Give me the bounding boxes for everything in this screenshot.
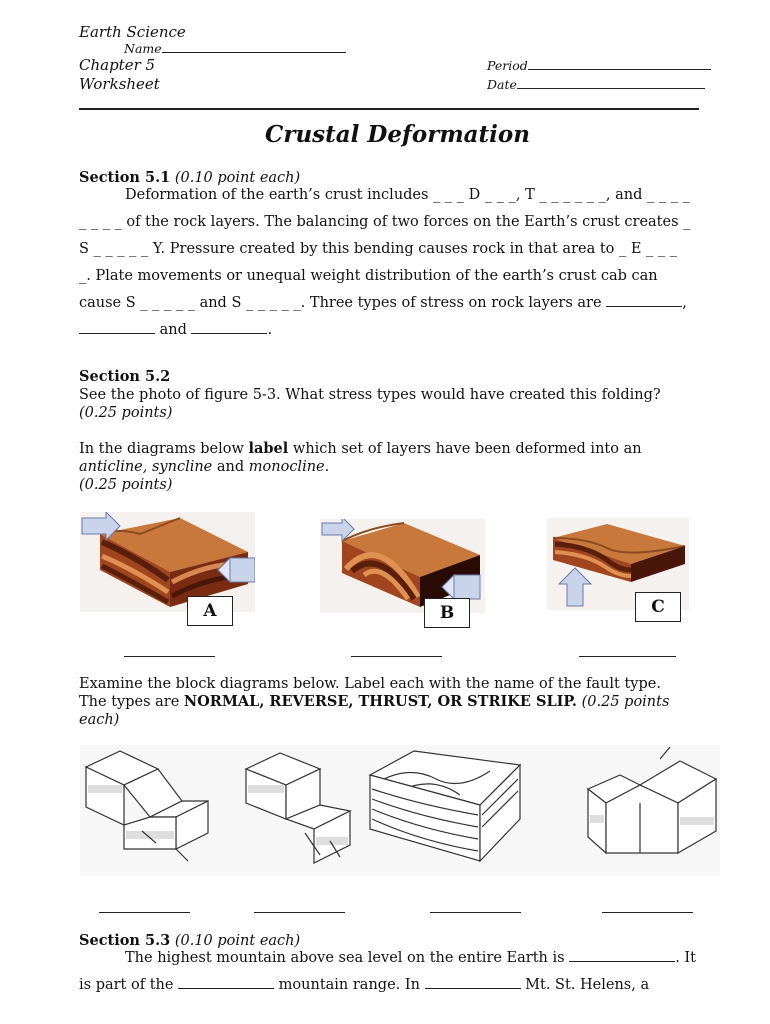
- period-field[interactable]: [487, 58, 711, 73]
- q2-points: (0.25 points): [79, 477, 173, 493]
- q3-points-cont: each): [79, 712, 120, 728]
- name-field[interactable]: [124, 41, 346, 56]
- fault-answer-line-1[interactable]: [99, 912, 190, 913]
- date-field[interactable]: [487, 77, 705, 92]
- fold-answer-line-a[interactable]: [124, 656, 215, 657]
- answer-blank[interactable]: [606, 294, 682, 307]
- date-label: Date: [487, 77, 517, 92]
- text-line: and .: [79, 317, 719, 344]
- fold-label-b: B: [424, 598, 470, 628]
- course-title: Earth Science: [79, 23, 186, 41]
- q1-points: (0.25 points): [79, 405, 173, 421]
- answer-blank[interactable]: [178, 976, 274, 989]
- fault-answer-line-2[interactable]: [254, 912, 345, 913]
- section-5-3-body: [79, 945, 719, 999]
- section-5-3-heading: Section 5.3 (0.10 point each): [79, 932, 301, 949]
- fault-answer-line-4[interactable]: [602, 912, 693, 913]
- text-line: The highest mountain above sea level on the entire Earth is . It: [125, 950, 696, 966]
- chapter-label: Chapter 5: [79, 56, 156, 74]
- fault-answer-line-3[interactable]: [430, 912, 521, 913]
- header-divider: [79, 108, 699, 110]
- fold-answer-line-c[interactable]: [579, 656, 676, 657]
- q2-text: In the diagrams below label which set of layers have been deformed into an: [79, 440, 642, 457]
- text-line: is part of the mountain range. In Mt. St. Helens, a: [79, 977, 650, 993]
- answer-blank[interactable]: [425, 976, 521, 989]
- answer-blank[interactable]: [569, 949, 675, 962]
- section-5-1-body: [79, 182, 719, 344]
- q1-text: See the photo of figure 5-3. What stress types would have created this folding?: [79, 387, 661, 403]
- q3-text: Examine the block diagrams below. Label each with the name of the fault type.: [79, 676, 661, 692]
- fold-answer-line-b[interactable]: [351, 656, 442, 657]
- section-5-1-title: Section 5.1: [79, 169, 171, 186]
- text-line: cause S _ _ _ _ _ and S _ _ _ _ _. Three types of stress on rock layers are ,: [79, 295, 687, 311]
- page-title: Crustal Deformation: [265, 121, 530, 148]
- fault-diagrams: [80, 745, 720, 875]
- q2-terms: anticline, syncline and monocline.: [79, 459, 330, 475]
- q3-types: The types are NORMAL, REVERSE, THRUST, OR STRIKE SLIP. (0.25 points: [79, 693, 670, 710]
- section-5-1-points: (0.10 point each): [174, 170, 301, 186]
- fold-label-a: A: [187, 596, 233, 626]
- answer-blank[interactable]: [191, 321, 267, 334]
- name-label: Name: [124, 41, 162, 56]
- period-label: Period: [487, 58, 528, 73]
- text-line: S _ _ _ _ _ Y. Pressure created by this bending causes rock in that area to _ E _ _ _: [79, 241, 678, 257]
- text-line: _ _ _ _ of the rock layers. The balancing of two forces on the Earth’s crust creates _: [79, 214, 691, 230]
- text-line: _. Plate movements or unequal weight distribution of the earth’s crust cab can: [79, 268, 658, 284]
- section-5-2-heading: Section 5.2: [79, 368, 171, 385]
- answer-blank[interactable]: [79, 321, 155, 334]
- text-line: Deformation of the earth’s crust includes _ _ _ D _ _ _, T _ _ _ _ _ _, and _ _ _ _: [125, 187, 690, 203]
- worksheet-label: Worksheet: [79, 75, 160, 93]
- fold-label-c: C: [635, 592, 681, 622]
